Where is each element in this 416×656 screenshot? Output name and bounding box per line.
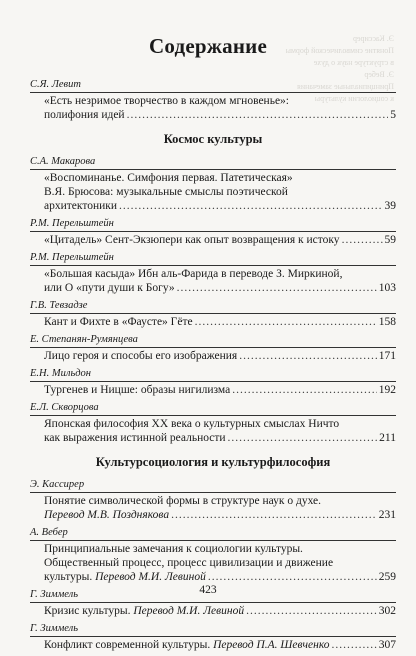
toc-entry xyxy=(30,299,396,329)
entry-author: Е.Н. Мильдон xyxy=(30,367,396,382)
entry-author: А. Вебер xyxy=(30,526,396,541)
toc-entry xyxy=(30,251,396,295)
toc-entry xyxy=(30,333,396,363)
bleed-line: Э. Кассирер xyxy=(353,34,394,43)
entry-author: Р.М. Перельштейн xyxy=(30,217,396,232)
entry-translator: Перевод М.В. Позднякова xyxy=(44,509,170,521)
entry-title-end xyxy=(44,108,125,122)
entry-page-number: 5 xyxy=(390,109,396,121)
entry-last-line xyxy=(30,281,396,295)
entry-translator: Перевод М.И. Левиной xyxy=(133,605,245,617)
entry-page-number: 302 xyxy=(378,605,396,617)
entry-last-line xyxy=(30,570,396,584)
entry-title-end xyxy=(44,508,169,522)
entry-author: Г. Зиммель xyxy=(30,622,396,637)
entry-author: Г.В. Тевзадзе xyxy=(30,299,396,314)
entry-author: С.Я. Левит xyxy=(30,78,396,93)
entry-title-text: архитектоники xyxy=(44,200,117,212)
section-heading-sociology: Культурсоциология и культурфилософия xyxy=(95,455,331,469)
entry-page-number: 307 xyxy=(378,639,396,651)
bleed-line: в структуре наук о духе xyxy=(313,58,394,67)
entry-title-text: Кант и Фихте в «Фаусте» Гёте xyxy=(44,316,193,328)
entry-author: Э. Кассирер xyxy=(30,478,396,493)
toc-entry xyxy=(30,478,396,522)
entry-title-text: полифония идей xyxy=(44,109,125,121)
entry-page-number: 259 xyxy=(378,571,396,583)
bleed-line: Понятие символической формы xyxy=(285,46,394,55)
entry-page-number: 158 xyxy=(378,316,396,328)
entry-author: Е. Степанян-Румянцева xyxy=(30,333,396,348)
entry-title-end xyxy=(44,570,206,584)
entry-title-text: Лицо героя и способы его изображения xyxy=(44,350,238,362)
entry-title-line: «Большая касыда» Ибн аль-Фарида в переводе З. Миркиной, xyxy=(44,268,343,280)
leader-dots xyxy=(195,315,377,329)
bleed-line: к социологии культуры xyxy=(314,94,394,103)
entry-title-line: Понятие символической формы в структуре наук о духе. xyxy=(44,495,322,507)
entry-last-line xyxy=(30,315,396,329)
toc-entry xyxy=(30,155,396,213)
toc-entry xyxy=(30,367,396,397)
entry-last-line xyxy=(30,508,396,522)
page-number: 423 xyxy=(199,584,217,596)
entry-page-number: 59 xyxy=(384,234,396,246)
entry-title-end xyxy=(44,199,117,213)
entry-title-text: Кризис культуры. xyxy=(44,605,131,617)
leader-dots xyxy=(332,638,377,652)
entry-title-line: «Есть незримое творчество в каждом мгновенье»: xyxy=(44,95,290,107)
entry-title-line: Общественный процесс, процесс цивилизации и движение xyxy=(44,557,334,569)
entry-author: Р.М. Перельштейн xyxy=(30,251,396,266)
entry-author: Г. Зиммель xyxy=(30,588,396,603)
entry-title-text: как выражения истинной реальности xyxy=(44,432,226,444)
entry-title-end xyxy=(44,281,175,295)
entry-title-end xyxy=(44,638,330,652)
entry-title-end xyxy=(44,383,230,397)
entry-title-line: Японская философия XX века о культурных смыслах Ничто xyxy=(44,418,340,430)
entry-title-text: или О «пути души к Богу» xyxy=(44,282,175,294)
toc-entry xyxy=(30,78,396,122)
page-title: Содержание xyxy=(149,34,267,58)
toc-entry xyxy=(30,526,396,584)
entry-title-text: «Цитадель» Сент-Экзюпери как опыт возвращения к истоку xyxy=(44,234,340,246)
entry-title-end xyxy=(44,604,244,618)
section-heading-cosmos: Космос культуры xyxy=(163,132,263,146)
entry-title-line: В.Я. Брюсова: музыкальные смыслы поэтической xyxy=(44,186,288,198)
toc-section1-entries xyxy=(30,155,396,445)
toc-entry xyxy=(30,217,396,247)
leader-dots xyxy=(239,349,377,363)
toc-section2-entries xyxy=(30,478,396,652)
entry-title-end xyxy=(44,349,237,363)
entry-page-number: 171 xyxy=(378,350,396,362)
entry-author: Е.Л. Скворцова xyxy=(30,401,396,416)
entry-title-line: «Воспоминанье. Симфония первая. Патетическая» xyxy=(44,172,293,184)
entry-title-text: культуры. xyxy=(44,571,93,583)
toc-top-entries xyxy=(30,78,396,122)
entry-title-text: Тургенев и Ницше: образы нигилизма xyxy=(44,384,231,396)
entry-title-end xyxy=(44,315,193,329)
bleed-line: Э. Вебер xyxy=(364,70,394,79)
leader-dots xyxy=(232,383,377,397)
entry-last-line xyxy=(30,431,396,445)
entry-page-number: 192 xyxy=(378,384,396,396)
entry-last-line xyxy=(30,349,396,363)
entry-title-end xyxy=(44,233,340,247)
leader-dots xyxy=(119,199,383,213)
entry-page-number: 103 xyxy=(378,282,396,294)
toc-entry xyxy=(30,401,396,445)
entry-page-number: 39 xyxy=(384,200,396,212)
entry-title-end xyxy=(44,431,226,445)
entry-last-line xyxy=(30,638,396,652)
entry-last-line xyxy=(30,199,396,213)
entry-title-line: Принципиальные замечания к социологии культуры. xyxy=(44,543,303,555)
entry-page-number: 211 xyxy=(379,432,396,444)
leader-dots xyxy=(342,233,383,247)
entry-title-text: Конфликт современной культуры. xyxy=(44,639,211,651)
table-of-contents xyxy=(30,78,396,656)
entry-author: С.А. Макарова xyxy=(30,155,396,170)
leader-dots xyxy=(177,281,377,295)
entry-last-line xyxy=(30,604,396,618)
leader-dots xyxy=(208,570,377,584)
bleed-line: Принципиальные замечания xyxy=(297,82,394,91)
leader-dots xyxy=(127,108,389,122)
entry-last-line xyxy=(30,383,396,397)
leader-dots xyxy=(246,604,377,618)
entry-translator: Перевод М.И. Левиной xyxy=(95,571,206,583)
entry-translator: Перевод П.А. Шевченко xyxy=(213,639,330,651)
entry-last-line xyxy=(30,233,396,247)
toc-entry xyxy=(30,622,396,652)
leader-dots xyxy=(228,431,378,445)
leader-dots xyxy=(171,508,377,522)
entry-page-number: 231 xyxy=(378,509,396,521)
entry-last-line xyxy=(30,108,396,122)
